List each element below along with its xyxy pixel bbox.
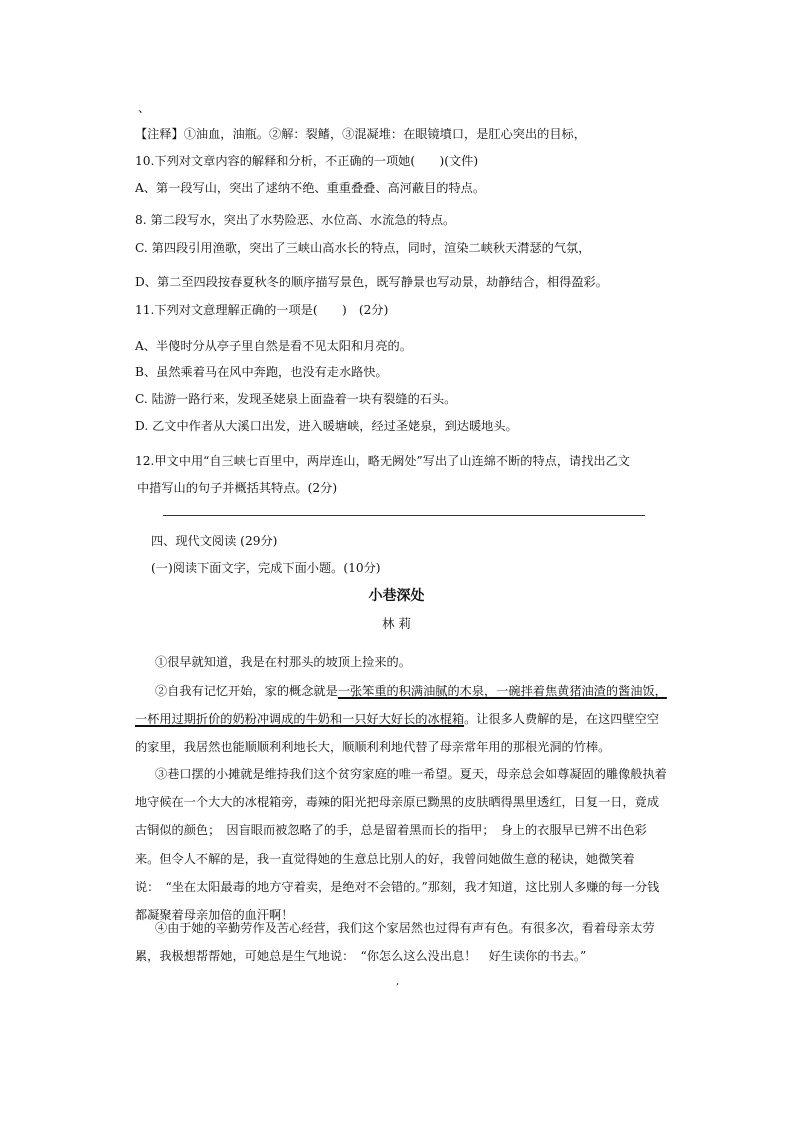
paragraph-3: ③巷口摆的小摊就是维持我们这个贫穷家庭的唯一希望。夏天，母亲总会如尊凝固的雕像般执着地守候在一个大大的冰棍箱旁，毒辣的阳光把母亲原已黝黑的皮肤晒得黑里透红，日复一日，竟成古铜似的颜色； 因盲眼而被忽略了的手，总是留着黑而长的指甲； 身上的衣服早已辨不出色彩来。但令人不解的是，我一直觉得她的生意总比别人的好，我曾问她做生意的秘诀，她微笑着说： “坐在太阳最毒的地方守着卖，是绝对不会错的。”那刻，我才知道，这比别人多赚的每一分钱都凝聚着母亲加倍的血汗啊！ (135, 767, 667, 923)
article-title: 小巷深处 (368, 588, 425, 604)
bottom-mark: , (396, 976, 400, 987)
question-12-line-2: 中措写山的句子并概括其特点。(2分) (137, 481, 338, 495)
section-instruction: (一)阅读下面文字，完成下面小题。(10分) (151, 561, 381, 575)
question-10-option-a: A、第一段写山，突出了逑纳不绝、重重叠叠、高河蔽目的特点。 (135, 181, 486, 195)
question-12-line-1: 12.甲文中用“自三峡七百里中，两岸连山，略无阙处”写出了山连綿不断的特点，请找出乙文 (135, 454, 630, 468)
question-11-option-a: A、半傻时分从亭子里自然是看不见太阳和月亮的。 (135, 339, 412, 353)
paragraph-1: ①很早就知道，我是在村那头的坡顶上捡来的。 (155, 655, 411, 669)
question-11-option-d: D. 乙文中作者从大溪口出发，进入暖塘峡，经过圣姥泉，到达暖地头。 (135, 419, 518, 433)
paragraph-4: ④由于她的辛勤劳作及苦心经营，我们这个家居然也过得有声有色。有很多次，看着母亲太劳累，我极想帮帮她，可她总是生气地说： “你怎么这么没出息！ 好生读你的书去。” (135, 921, 655, 964)
article-author: 林 莉 (382, 616, 411, 631)
top-mark: 、 (138, 101, 151, 115)
question-10-stem: 10.下列对文章内容的解释和分析，不正确的一项她( )(文件) (135, 154, 479, 168)
annotation-note: 【注释】①油血，油瓶。②解：裂鳍，③混凝堆：在眼镜墳口，是肛心突出的目标， (135, 127, 586, 141)
paragraph-2-rest: 。让很多人费解的是，在这四壁空空的家里，我居然也能顺顺利利地长大，顺顺利利地代替了母亲常年用的那根光洞的竹棒。 (135, 712, 660, 755)
question-10-option-d: D、第二至四段按春夏秋冬的顺序描写景色，既写静景也写动景，劫静结合，相得盈彩。 (135, 275, 608, 289)
question-11-option-b: B、虽然乘着马在风中奔跑，也没有走水路快。 (135, 365, 388, 379)
question-10-option-b: 8. 第二段写水，突出了水势险恶、水位高、水流急的特点。 (135, 213, 456, 227)
question-11-stem: 11.下列对文意理解正确的一项是( ) (2分) (135, 303, 389, 317)
paragraph-2-lead: ②自我有记忆开始，家的概念就是 (155, 684, 338, 698)
question-10-option-c: C. 第四段引用渔歌，突出了三峡山高水长的特点，同时，渲染二峡秋天潸瑟的气氛， (135, 241, 591, 255)
question-11-option-c: C. 陆游一路行来，发现圣姥泉上面盎着一块有裂缝的石头。 (135, 392, 457, 406)
underlined-passage: 一张笨重的积满油腻的木泉，一碗拌着焦黄猪油渣的酱油饭，一杯用过期折价的奶粉冲调成的牛奶和一只好大好长的冰棍箱 (135, 684, 667, 727)
paragraph-2 (135, 677, 670, 762)
section-title: 四、现代文阅读 (29分) (151, 534, 278, 548)
divider-line (163, 515, 645, 516)
